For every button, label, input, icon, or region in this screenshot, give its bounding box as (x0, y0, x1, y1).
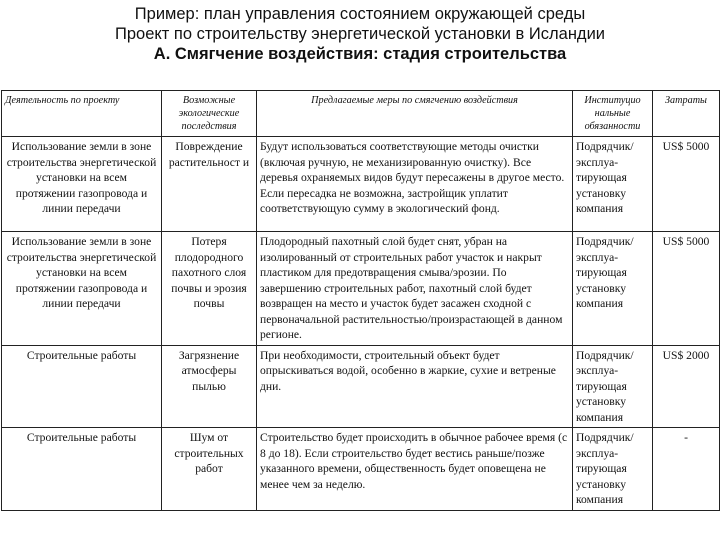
title-line-2: Проект по строительству энергетической установки в Исландии (115, 25, 605, 43)
title-line-3: А. Смягчение воздействия: стадия строительства (153, 45, 567, 63)
cell-measures: Строительство будет происходить в обычное рабочее время (с 8 до 18). Если строительство будет вестись раньше/позже указанного времени, общественность будет оповещена не менее чем за неделю. (257, 428, 573, 511)
table-row (2, 232, 720, 346)
header-impact: Возможные экологические последствия (162, 91, 257, 137)
cell-activity: Использование земли в зоне строительства энергетической установки на всем протяжении газопровода и линии передачи (2, 137, 162, 232)
cell-impact: Повреждение растительност и (162, 137, 257, 232)
cell-responsibility: Подрядчик/ эксплуа-тирующая установку компания (573, 232, 653, 346)
cell-measures: Будут использоваться соответствующие методы очистки (включая ручную, не механизированную очистку). Все деревья охраняемых видов будут пересажены в другое место. Если пересадка не возможна, застройщик уплатит соответствующую сумму в экологический фонд. (257, 137, 573, 232)
cell-activity: Строительные работы (2, 345, 162, 428)
cell-cost: - (653, 428, 720, 511)
cell-impact: Загрязнение атмосферы пылью (162, 345, 257, 428)
table-header-row (2, 91, 720, 137)
title-line-1: Пример: план управления состоянием окружающей среды (134, 5, 586, 23)
mitigation-table (1, 90, 720, 511)
header-activity: Деятельность по проекту (2, 91, 162, 137)
cell-activity: Использование земли в зоне строительства энергетической установки на всем протяжении газопровода и линии передачи (2, 232, 162, 346)
slide-title (0, 0, 720, 66)
header-responsibility: Институцио нальные обязанности (573, 91, 653, 137)
cell-responsibility: Подрядчик/ эксплуа-тирующая установку компания (573, 345, 653, 428)
cell-activity: Строительные работы (2, 428, 162, 511)
cell-impact: Шум от строительных работ (162, 428, 257, 511)
header-cost: Затраты (653, 91, 720, 137)
table-row (2, 428, 720, 511)
cell-measures: Плодородный пахотный слой будет снят, убран на изолированный от строительных работ участок и накрыт пластиком для предотвращения смыва/эрозии. По завершению строительных работ, пахотный слой будет возвращен на место и участок будет засажен сходной с первоначальной растительностью/произрастающей в данном регионе. (257, 232, 573, 346)
cell-responsibility: Подрядчик/ эксплуа-тирующая установку компания (573, 428, 653, 511)
cell-responsibility: Подрядчик/ эксплуа-тирующая установку компания (573, 137, 653, 232)
cell-impact: Потеря плодородного пахотного слоя почвы и эрозия почвы (162, 232, 257, 346)
cell-cost: US$ 2000 (653, 345, 720, 428)
cell-cost: US$ 5000 (653, 232, 720, 346)
cell-measures: При необходимости, строительный объект будет опрыскиваться водой, особенно в жаркие, сухие и ветреные дни. (257, 345, 573, 428)
table-row (2, 137, 720, 232)
header-measures: Предлагаемые меры по смягчению воздействия (257, 91, 573, 137)
table-row (2, 345, 720, 428)
cell-cost: US$ 5000 (653, 137, 720, 232)
